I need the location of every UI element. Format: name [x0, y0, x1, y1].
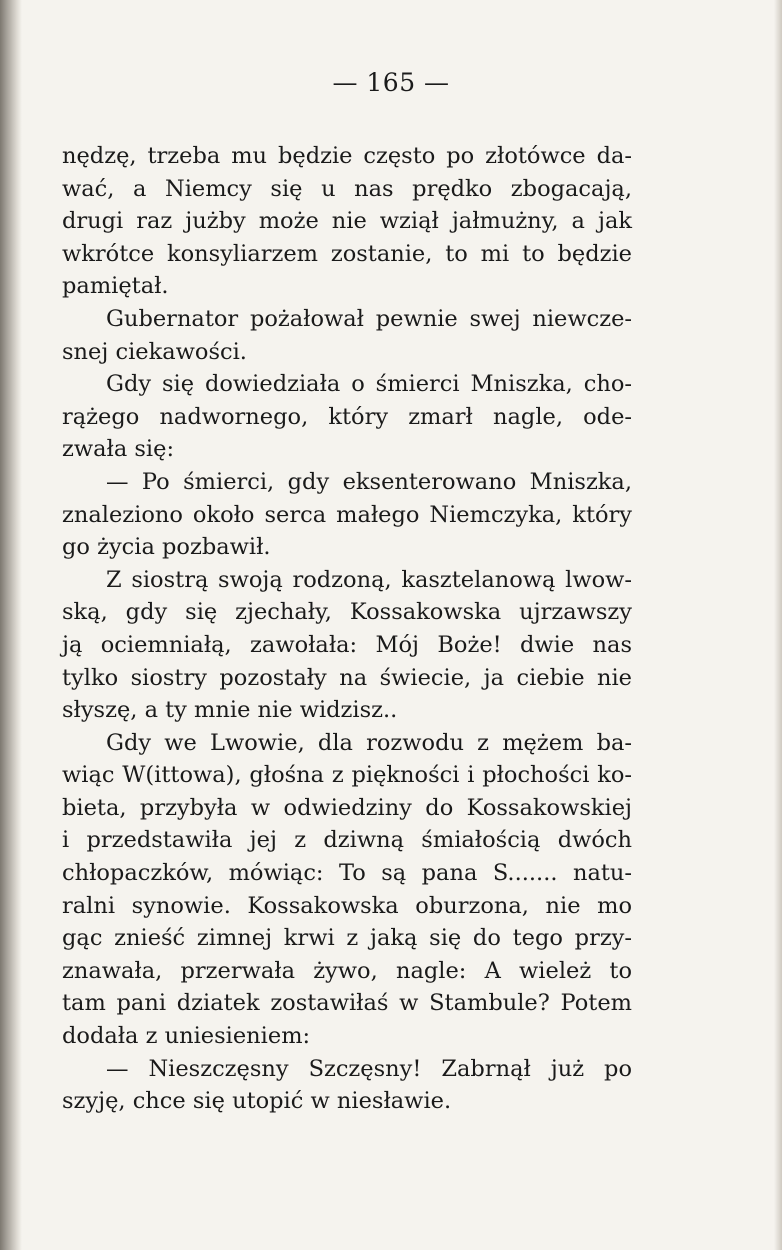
page-right-edge — [774, 0, 782, 1250]
text-line: ralni synowie. Kossakowska oburzona, nie mo — [62, 892, 632, 919]
text-line: Gdy we Lwowie, dla rozwodu z mężem ba- — [106, 729, 632, 756]
text-line: — Po śmierci, gdy eksenterowano Mniszka, — [106, 468, 632, 495]
text-line: tylko siostry pozostały na świecie, ja ciebie nie — [62, 664, 632, 691]
text-line: szyję, chce się utopić w niesławie. — [62, 1088, 452, 1115]
text-line: Gubernator pożałował pewnie swej niewcze- — [106, 305, 632, 332]
text-line: wiąc W(ittowa), głośna z piękności i płochości ko- — [62, 762, 632, 789]
text-line: ją ociemniałą, zawołała: Mój Boże! dwie nas — [62, 631, 632, 658]
text-line: zwała się: — [62, 436, 175, 463]
text-line: wkrótce konsyliarzem zostanie, to mi to będzie — [62, 240, 632, 267]
text-line: znaleziono około serca małego Niemczyka, który — [62, 501, 632, 528]
text-line: i przedstawiła jej z dziwną śmiałością dwóch — [62, 827, 632, 854]
text-line: nędzę, trzeba mu będzie często po złotówce da- — [62, 143, 632, 169]
text-line: dodała z uniesieniem: — [62, 1023, 311, 1050]
text-line: drugi raz jużby może nie wziął jałmużny, a jak — [62, 208, 632, 235]
text-line: znawała, przerwała żywo, nagle: A wieleż to — [62, 957, 632, 984]
body-text — [62, 140, 632, 1118]
text-line: Z siostrą swoją rodzoną, kasztelanową lwow- — [106, 566, 632, 593]
text-line: rążego nadwornego, który zmarł nagle, ode- — [62, 403, 632, 430]
text-line: chłopaczków, mówiąc: To są pana S....... natu- — [62, 860, 632, 887]
text-line: Gdy się dowiedziała o śmierci Mniszka, cho- — [106, 371, 632, 398]
text-line: — Nieszczęsny Szczęsny! Zabrnął już po — [106, 1055, 632, 1082]
text-line: słyszę, a ty mnie nie widzisz.. — [62, 697, 398, 724]
text-line: gąc znieść zimnej krwi z jaką się do tego przy- — [62, 925, 632, 952]
page-number: — 165 — — [332, 68, 450, 97]
text-line: pamiętał. — [62, 273, 169, 300]
text-line: bieta, przybyła w odwiedziny do Kossakowskiej — [62, 794, 632, 821]
text-line: go życia pozbawił. — [62, 534, 271, 561]
text-line: tam pani dziatek zostawiłaś w Stambule? Potem — [62, 990, 632, 1017]
text-line: ską, gdy się zjechały, Kossakowska ujrzawszy — [62, 599, 632, 626]
page-binding-edge — [0, 0, 22, 1250]
text-line: wać, a Niemcy się u nas prędko zbogacają, — [62, 175, 632, 202]
text-line: snej ciekawości. — [62, 338, 247, 365]
